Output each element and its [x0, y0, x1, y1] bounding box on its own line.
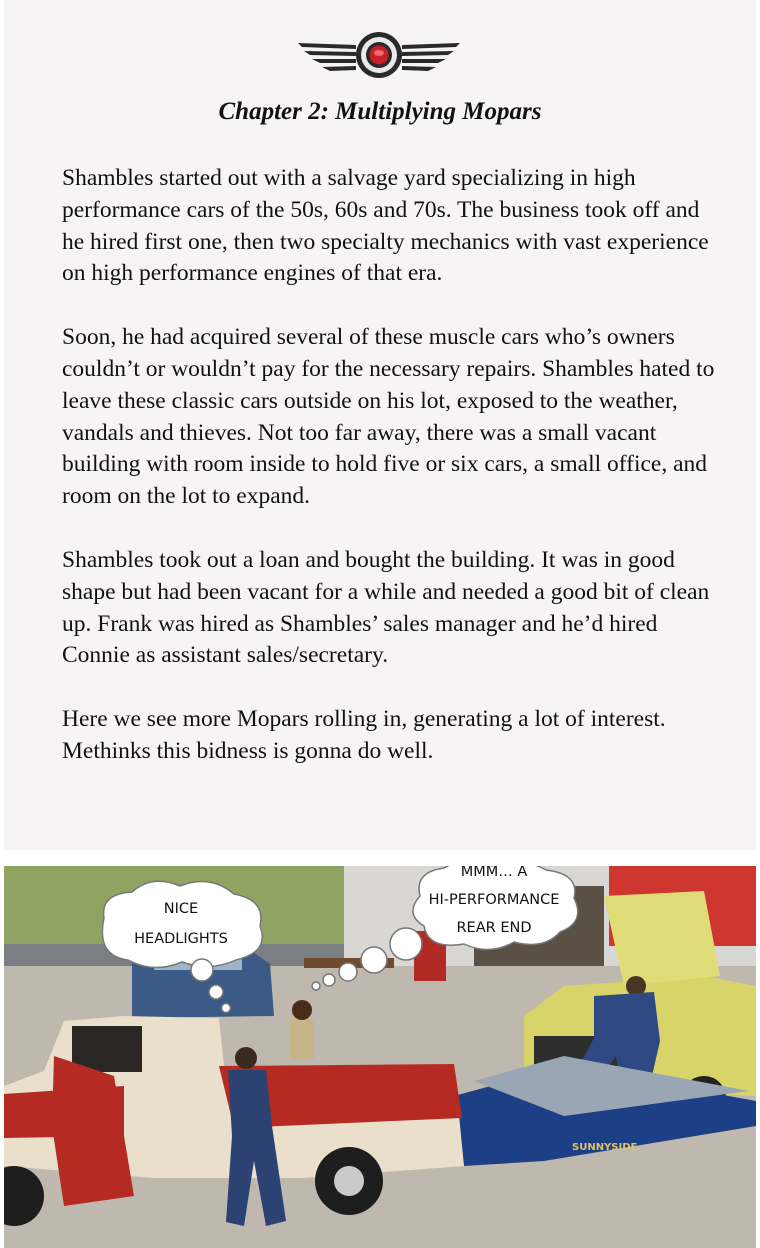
diorama-photo	[4, 866, 756, 1248]
bubble-left-line-1: NICE	[163, 901, 199, 917]
bubble-right-line-1: MMM… A	[460, 866, 528, 880]
bubble-left-line-2: HEADLIGHTS	[134, 931, 228, 947]
paragraph-2: Soon, he had acquired several of these muscle cars who’s owners couldn’t or wouldn’t pay for the necessary repairs. Shambles hated to leave these classic cars outside on his lot, exposed to the weather, vandals and thieves. Not too far away, there was a small vacant building with room inside to hold five or six cars, a small office, and room on the lot to expand.	[62, 324, 715, 510]
winged-wheel-emblem-icon	[298, 30, 460, 80]
paragraph-1: Shambles started out with a salvage yard specializing in high performance cars of the 50s, 60s and 70s. The business took off and he hired first one, then two specialty mechanics with vast experience on high performance engines of that era.	[62, 165, 709, 287]
chapter-title: Chapter 2: Multiplying Mopars	[218, 98, 542, 125]
bubble-right-line-3: REAR END	[456, 920, 532, 936]
paragraph-4: Here we see more Mopars rolling in, generating a lot of interest. Methinks this bidness is gonna do well.	[62, 706, 666, 764]
bubble-right-line-2: HI-PERFORMANCE	[428, 892, 560, 908]
story-text	[62, 163, 722, 800]
connie-figure	[290, 1000, 314, 1060]
trailer-label: SUNNYSIDE	[572, 1142, 638, 1153]
paragraph-3: Shambles took out a loan and bought the building. It was in good shape but had been vacant for a while and needed a good bit of clean up. Frank was hired as Shambles’ sales manager and he’d hired Connie as assistant sales/secretary.	[62, 546, 710, 669]
